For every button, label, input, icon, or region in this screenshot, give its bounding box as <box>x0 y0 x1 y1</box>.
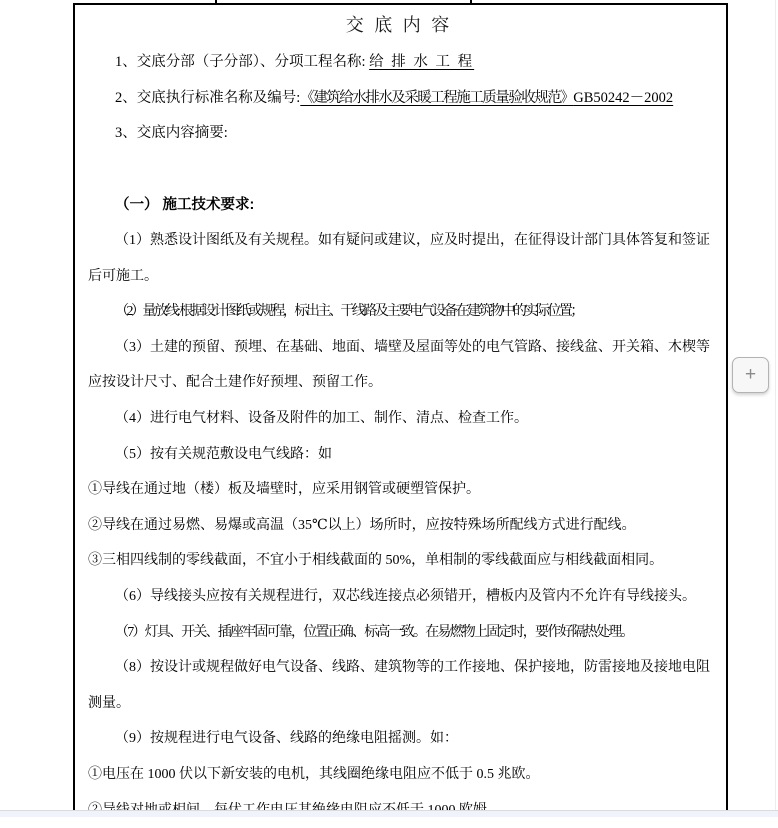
plus-icon: + <box>745 364 756 386</box>
paragraph: ①电压在 1000 伏以下新安装的电机，其线圈绝缘电阻应不低于 0.5 兆欧。 <box>88 757 710 793</box>
paragraph: （6）导线接头应按有关规程进行，双芯线连接点必须错开，槽板内及管内不允许有导线接头。 <box>88 579 710 615</box>
form-cell-content <box>88 3 710 828</box>
field-standard-label: 2、交底执行标准名称及编号: <box>115 90 300 106</box>
paragraph: （1）熟悉设计图纸及有关规程。如有疑问或建议，应及时提出，在征得设计部门具体答复和签证后可施工。 <box>88 223 710 294</box>
paragraph: ①导线在通过地（楼）板及墙壁时，应采用钢管或硬塑管保护。 <box>88 472 710 508</box>
paragraph: ②导线在通过易燃、易爆或高温（35℃以上）场所时，应按特殊场所配线方式进行配线。 <box>88 508 710 544</box>
paragraph: （3）土建的预留、预埋、在基础、地面、墙壁及屋面等处的电气管路、接线盆、开关箱、木楔等应按设计尺寸、配合土建作好预埋、预留工作。 <box>88 330 710 401</box>
field-standard <box>88 81 710 117</box>
field-project-label: 1、交底分部（子分部）、分项工程名称: <box>115 54 369 70</box>
field-project-name <box>88 45 710 81</box>
paragraph: ③三相四线制的零线截面，不宜小于相线截面的 50%，单相制的零线截面应与相线截面相同。 <box>88 543 710 579</box>
section-body <box>88 223 710 828</box>
form-title: 交 底 内 容 <box>88 3 710 45</box>
paragraph: （5）按有关规范敷设电气线路：如 <box>88 437 710 473</box>
add-button[interactable] <box>732 357 769 393</box>
window-bottom-bar <box>0 810 778 817</box>
paragraph: （4）进行电气材料、设备及附件的加工、制作、清点、检查工作。 <box>88 401 710 437</box>
field-summary <box>88 116 710 152</box>
field-standard-code: GB50242－2002 <box>573 90 673 106</box>
paragraph: （8）按设计或规程做好电气设备、线路、建筑物等的工作接地、保护接地，防雷接地及接地电阻测量。 <box>88 650 710 721</box>
field-standard-name: 《建筑给水排水及采暖工程施工质量验收规范》 <box>300 90 573 106</box>
section-heading: （一） 施工技术要求: <box>88 188 710 224</box>
paragraph: （2）量放线: 根据设计图纸或规程，标出主、干线路及主要电气设备在建筑物中的实际位置； <box>88 294 710 330</box>
page-right-edge <box>775 0 776 810</box>
field-project-value: 给 排 水 工 程 <box>369 54 474 70</box>
paragraph: （9）按规程进行电气设备、线路的绝缘电阻摇测。如： <box>88 721 710 757</box>
paragraph: （7）灯具、开关、插座牢固可靠，位置正确、标高一致。在易燃物上固定时，要作好隔热处理。 <box>88 615 710 651</box>
field-summary-label: 3、交底内容摘要: <box>115 125 228 141</box>
